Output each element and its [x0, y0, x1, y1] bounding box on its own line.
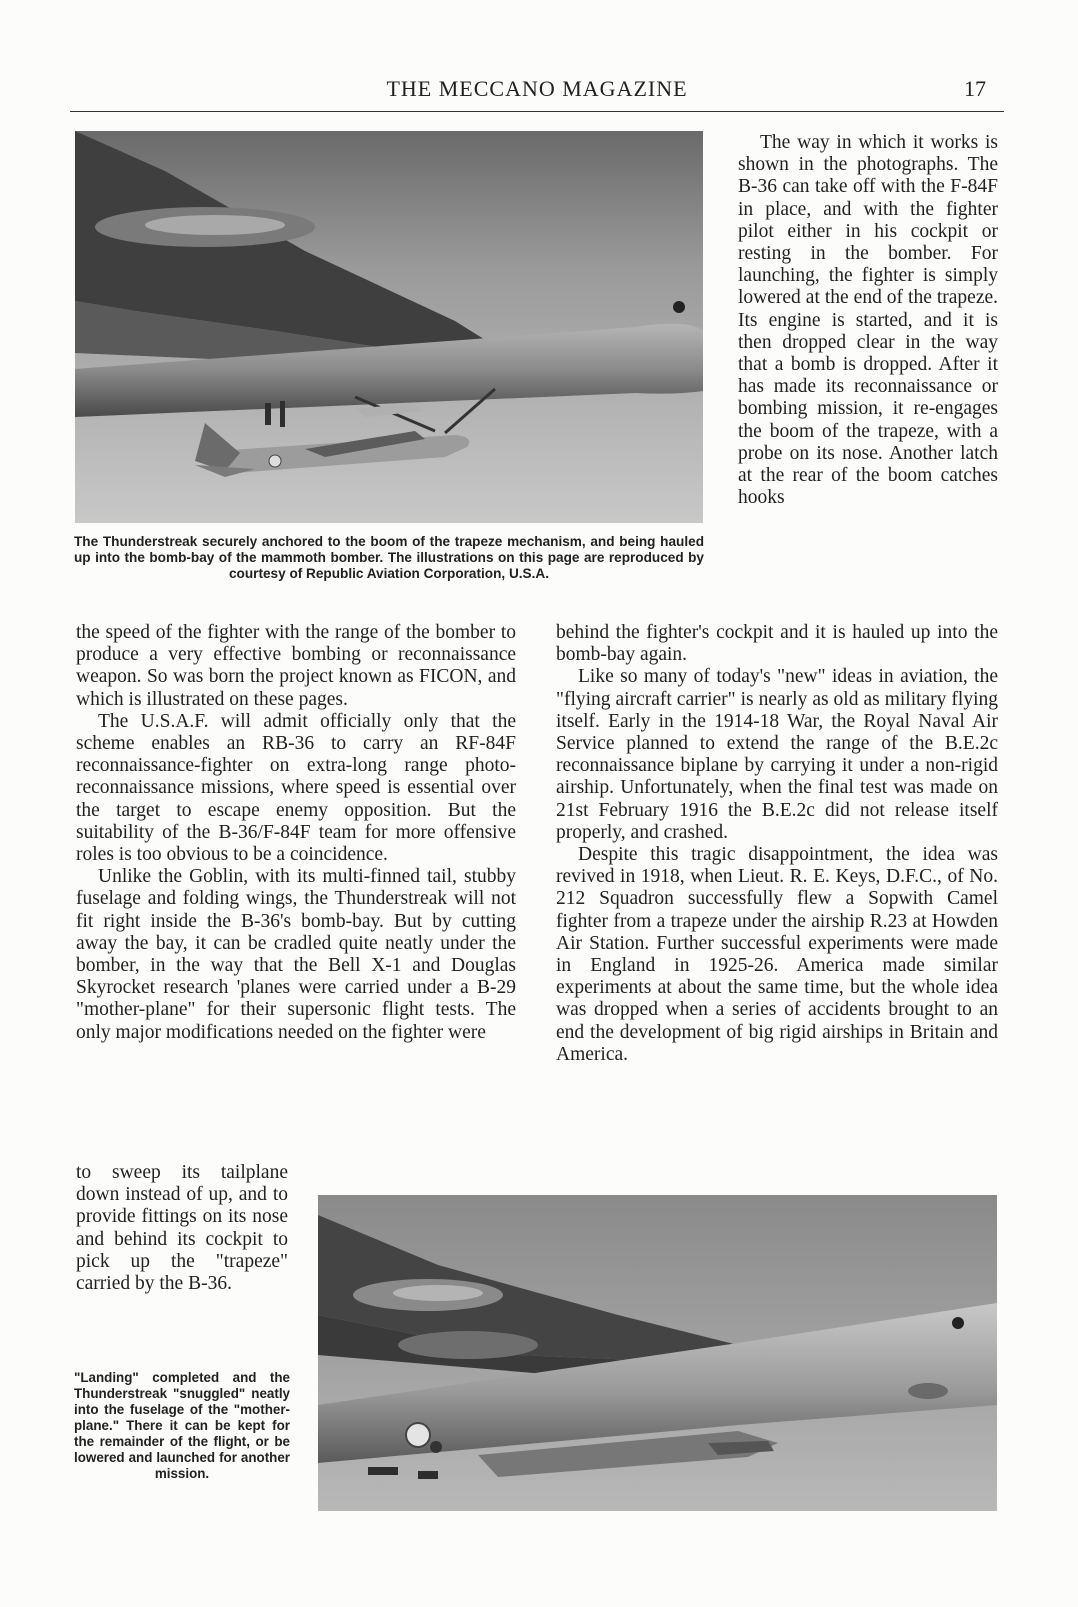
paragraph: behind the fighter's cockpit and it is hauled up into the bomb-bay again.	[556, 622, 998, 666]
figure-2-caption: "Landing" completed and the Thunderstreak "snuggled" neatly into the fuselage of the "mother-plane." There it can be kept for the remainder of the flight, or be lowered and launched for another mission.	[74, 1370, 290, 1481]
page-header	[70, 76, 1004, 106]
article-right-top-column	[738, 132, 998, 509]
paragraph: to sweep its tailplane down instead of up, and to provide fittings on its nose and behind its cockpit to pick up the "trapeze" carried by the B-36.	[76, 1162, 288, 1295]
figure-1-caption: The Thunderstreak securely anchored to the boom of the trapeze mechanism, and being hauled up into the bomb-bay of the mammoth bomber. The illustrations on this page are reproduced by courtesy of Republic Aviation Corporation, U.S.A.	[74, 534, 704, 581]
article-left-column	[76, 622, 516, 1044]
article-right-column	[556, 622, 998, 1066]
header-rule	[70, 111, 1004, 112]
paragraph: the speed of the fighter with the range of the bomber to produce a very effective bombing or reconnaissance weapon. So was born the project known as FICON, and which is illustrated on these pages.	[76, 622, 516, 710]
paragraph: Unlike the Goblin, with its multi-finned tail, stubby fuselage and folding wings, the Thunderstreak will not fit right inside the B-36's bomb-bay. But by cutting away the bay, it can be cradled quite neatly under the bomber, in the way that the Bell X-1 and Douglas Skyrocket research 'planes were carried under a B-29 "mother-plane" for their supersonic flight tests. The only major modifications needed on the fighter were	[76, 866, 516, 1043]
paragraph: Despite this tragic disappointment, the idea was revived in 1918, when Lieut. R. E. Keys, D.F.C., of No. 212 Squadron successfully flew a Sopwith Camel fighter from a trapeze under the airship R.23 at Howden Air Station. Further successful experiments were made in England in 1925-26. America made similar experiments at about the same time, but the whole idea was dropped when a series of accidents brought to an end the development of big rigid airships in Britain and America.	[556, 844, 998, 1065]
article-left-narrow-column	[76, 1162, 288, 1295]
paragraph: The U.S.A.F. will admit officially only that the scheme enables an RB-36 to carry an RF-84F reconnaissance-fighter on extra-long range photo-reconnaissance missions, where speed is essential over the target to escape enemy opposition. But the suitability of the B-36/F-84F team for more offensive roles is too obvious to be a coincidence.	[76, 710, 516, 866]
page-number: 17	[964, 76, 986, 101]
paragraph: Like so many of today's "new" ideas in aviation, the "flying aircraft carrier" is nearly as old as military flying itself. Early in the 1914-18 War, the Royal Naval Air Service planned to extend the range of the B.E.2c reconnaissance biplane by carrying it under a non-rigid airship. Unfortunately, when the final test was made on 21st February 1916 the B.E.2c did not release itself properly, and crashed.	[556, 666, 998, 843]
photo-bomber-with-fighter-on-trapeze	[75, 131, 703, 523]
magazine-title: THE MECCANO MAGAZINE	[386, 76, 688, 101]
photo-fighter-docked-under-bomber	[318, 1195, 997, 1511]
paragraph: The way in which it works is shown in the photographs. The B-36 can take off with the F-84F in place, and with the fighter pilot either in his cockpit or resting in the bomber. For launching, the fighter is simply lowered at the end of the trapeze. Its engine is started, and it is then dropped clear in the way that a bomb is dropped. After it has made its reconnaissance or bombing mission, it re-engages the boom of the trapeze, with a probe on its nose. Another latch at the rear of the boom catches hooks	[738, 132, 998, 509]
